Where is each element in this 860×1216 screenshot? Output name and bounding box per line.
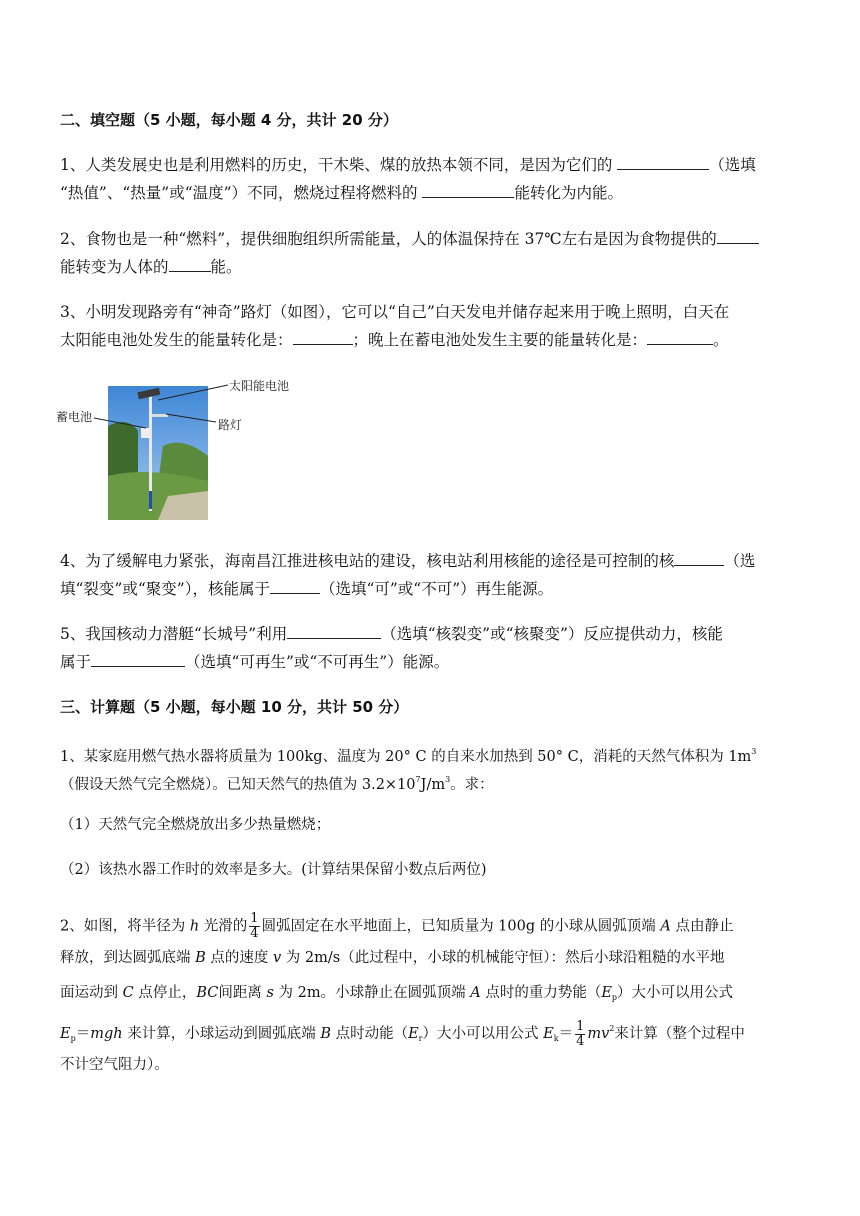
question-1-line-2: “热值”、“热量”或“温度”）不同，燃烧过程将燃料的 能转化为内能。 [60, 184, 623, 202]
answer-blank[interactable] [91, 652, 185, 667]
callout-lines [56, 372, 306, 522]
calc-2-line-5: 不计空气阻力）。 [60, 1057, 169, 1073]
question-3-line-1: 3、小明发现路旁有“神奇”路灯（如图），它可以“自己”白天发电并储存起来用于晚上照明，白天在 [60, 303, 730, 321]
answer-blank[interactable] [717, 229, 759, 244]
question-3-line-2: 太阳能电池处发生的能量转化是： ；晚上在蓄电池处发生主要的能量转化是： 。 [60, 331, 729, 349]
answer-blank[interactable] [169, 257, 211, 272]
question-5-line-1: 5、我国核动力潜艇“长城号”利用 （选填“核裂变”或“核聚变”）反应提供动力，核能 [60, 625, 723, 643]
answer-blank[interactable] [293, 330, 353, 345]
question-2-line-2: 能转变为人体的 能。 [60, 258, 242, 276]
question-2-line-1: 2、食物也是一种“燃料”，提供细胞组织所需能量，人的体温保持在 37℃左右是因为食物提供的 [60, 229, 759, 249]
fraction-quarter: $\frac{1}{4}$ [250, 911, 259, 941]
question-5-line-2: 属于 （选填“可再生”或“不可再生”）能源。 [60, 653, 450, 671]
fraction-quarter-2: $\frac{1}{4}$ [576, 1018, 585, 1049]
calc-2-line-2: 释放，到达圆弧底端 B 点的速度 v 为 2m/s（此过程中，小球的机械能守恒）：然后小球沿粗糙的水平地 [60, 950, 725, 966]
question-1-line-1: 1、人类发展史也是利用燃料的历史，干木柴、煤的放热本领不同，是因为它们的 （选填 [60, 156, 756, 174]
section-heading-calculation: 三、计算题（5 小题，每小题 10 分，共计 50 分） [60, 698, 409, 716]
answer-blank[interactable] [270, 579, 320, 594]
question-4-line-2: 填“裂变”或“聚变”），核能属于 （选填“可”或“不可”）再生能源。 [60, 580, 554, 598]
answer-blank[interactable] [674, 551, 724, 566]
calc-1-part-2: （2）该热水器工作时的效率是多大。(计算结果保留小数点后两位) [60, 862, 487, 878]
calc-1-line-2: （假设天然气完全燃烧）。已知天然气的热值为 $3.2\times 10^7J/m^3$。求： [60, 775, 494, 793]
calc-2-line-4: $E_p=mgh$ 来计算，小球运动到圆弧底端 B 点时动能$(E_r)$大小可以用公式 $E_k=$ $\frac{1}{4}$ $mv^2$来计算（整个过程中 [60, 1018, 745, 1049]
label-battery: 蓄电池 [56, 410, 93, 424]
question-4-line-1: 4、为了缓解电力紧张，海南昌江推进核电站的建设，核电站利用核能的途径是可控制的核 （选 [60, 552, 756, 570]
calc-2-line-3: 面运动到 C 点停止，BC间距离 s 为 2m。小球静止在圆弧顶端 A 点时的重力势能$(E_p)$大小可以用公式 [60, 985, 734, 1002]
calc-2-line-1: 2、如图，将半径为 h 光滑的 $\frac{1}{4}$ 圆弧固定在水平地面上，已知质量为 100g 的小球从圆弧顶端 A 点由静止 [60, 911, 734, 941]
calc-1-part-1: （1）天然气完全燃烧放出多少热量燃烧； [60, 817, 331, 833]
answer-blank[interactable] [287, 624, 381, 639]
label-lamp: 路灯 [218, 418, 243, 432]
answer-blank[interactable] [422, 183, 514, 198]
label-solar-panel: 太阳能电池 [229, 379, 290, 393]
section-heading-fill-in: 二、填空题（5 小题，每小题 4 分，共计 20 分） [60, 111, 398, 129]
street-lamp-figure [56, 372, 306, 522]
answer-blank[interactable] [617, 155, 709, 170]
answer-blank[interactable] [647, 330, 713, 345]
calc-1-line-1: 1、某家庭用燃气热水器将质量为 100kg、温度为 20° C 的自来水加热到 50° C，消耗的天然气体积为 $1m^3$ [60, 747, 757, 765]
